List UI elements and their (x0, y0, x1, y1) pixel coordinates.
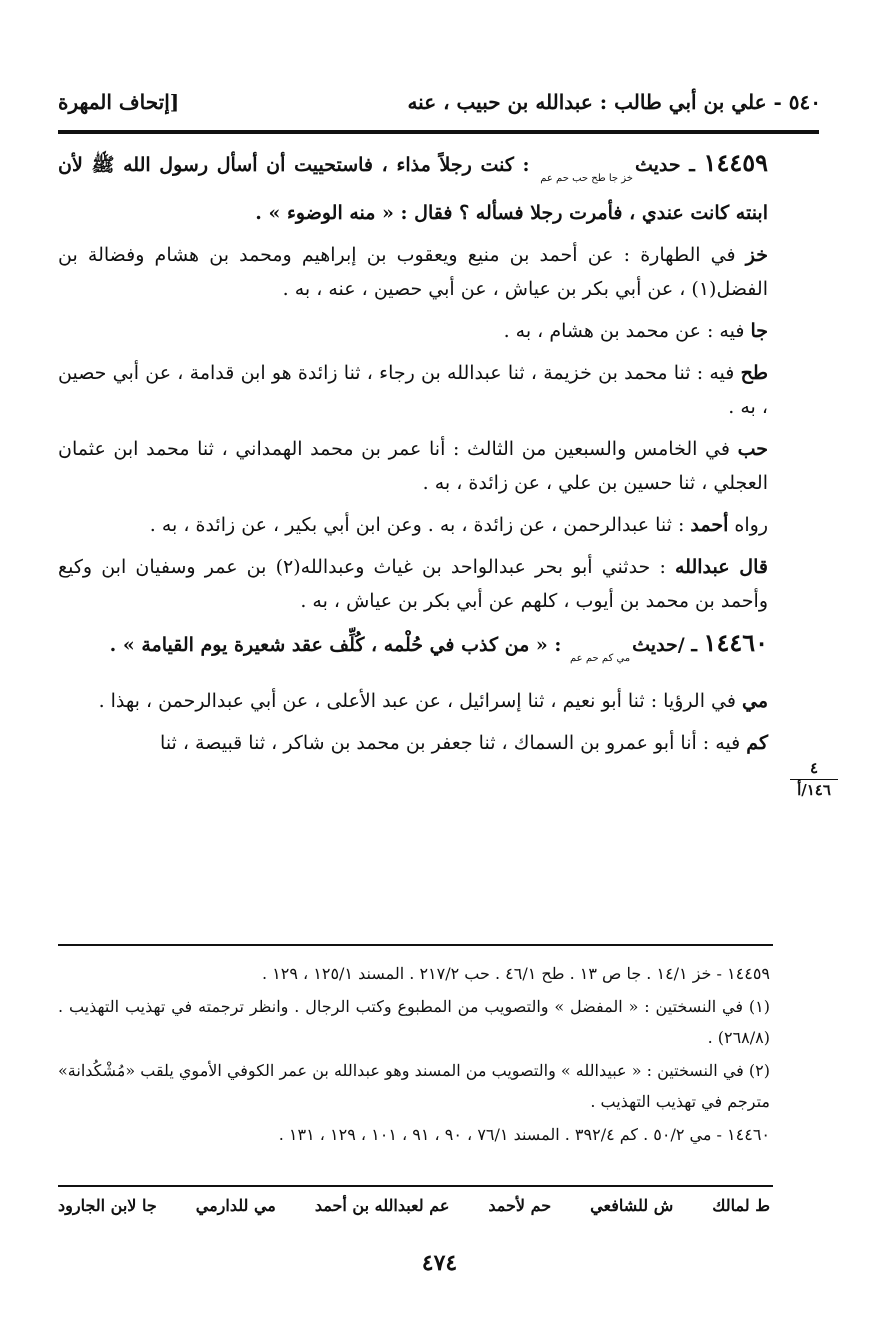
chain-text: فيه : أنا أبو عمرو بن السماك ، ثنا جعفر بن محمد بن شاكر ، ثنا قبيصة ، ثنا (160, 732, 747, 754)
hadith-sigla: مي كم حم عم (570, 653, 631, 664)
chain-text: في الرؤيا : ثنا أبو نعيم ، ثنا إسرائيل ، عن عبد الأعلى ، عن أبي عبدالرحمن ، بهذا . (98, 690, 742, 712)
legend-item: حم لأحمد (488, 1196, 552, 1215)
chain-paragraph (58, 684, 768, 718)
hadith-14460 (58, 626, 768, 676)
source-siglum: كم (746, 732, 768, 754)
footnote: (١) في النسختين : « المفضل » والتصويب من المطبوع وكتب الرجال . وانظر ترجمته في تهذيب التهذيب . (٢٦٨/٨) . (58, 997, 770, 1047)
source-siglum: خز (745, 244, 768, 266)
source-siglum: قال عبدالله (675, 556, 768, 578)
running-header (58, 84, 821, 124)
chain-text: في الطهارة : عن أحمد بن منيع ويعقوب بن إبراهيم ومحمد بن هشام وفضالة بن الفضل(١) ، عن أبي بكر بن عياش ، عن أبي حصين ، عنه ، به . (58, 244, 768, 300)
chain-text: : حدثني أبو بحر عبدالواحد بن غياث وعبدالله(٢) بن عمر وسفيان ابن وكيع وأحمد بن محمد بن أيوب ، كلهم عن أبي بكر بن عياش ، به . (58, 556, 768, 612)
legend-item: ش للشافعي (590, 1196, 674, 1215)
legend-item: مي للدارمي (195, 1196, 276, 1215)
source-siglum: جا (750, 320, 768, 342)
chapter-title: ٥٤٠ - علي بن أبي طالب : عبدالله بن حبيب ، عنه (407, 90, 821, 114)
hadith-sigla: خز جا طح حب حم عم (540, 173, 633, 184)
hadith-lead: ـ /حديث (632, 634, 704, 656)
manuscript-folio-note (790, 760, 838, 799)
chain-paragraph (58, 726, 768, 760)
hadith-text: : « من كذب في حُلْمه ، كُلِّف عقد شعيرة يوم القيامة » . (109, 634, 569, 656)
main-text (58, 146, 768, 768)
chain-text: فيه : عن محمد بن هشام ، به . (503, 320, 751, 342)
source-siglum: حب (737, 438, 768, 460)
chain-text: في الخامس والسبعين من الثالث : أنا عمر بن محمد الهمداني ، ثنا محمد ابن عثمان العجلي ، ثنا حسين بن علي ، عن زائدة ، به . (58, 438, 768, 494)
book-title: [إتحاف المهرة (58, 90, 180, 114)
legend-item: ط لمالك (712, 1196, 770, 1215)
hadith-lead: ـ حديث (634, 154, 704, 176)
chain-paragraph (58, 314, 768, 348)
abbreviation-legend (58, 1196, 770, 1215)
legend-rule (58, 1185, 773, 1187)
hadith-number: ١٤٤٥٩ (703, 148, 768, 177)
page-number: ٤٧٤ (421, 1250, 458, 1276)
footnote: (٢) في النسختين : « عبيدالله » والتصويب من المسند وهو عبدالله بن عمر الكوفي الأموي يلقب «مُشْكُدانة» مترجم في تهذيب التهذيب . (58, 1061, 770, 1111)
chain-prefix: رواه (728, 514, 768, 536)
hadith-number: ١٤٤٦٠ (703, 628, 768, 657)
source-siglum: أحمد (690, 514, 729, 536)
folio-numerator: ٤ (790, 760, 838, 780)
hadith-text: : كنت رجلاً مذاء ، فاستحييت أن أسأل رسول الله ﷺ لأن ابنته كانت عندي ، فأمرت رجلا فسأله ؟ فقال : « منه الوضوء » . (58, 154, 768, 224)
source-siglum: مي (741, 690, 768, 712)
footnote: ١٤٤٥٩ - خز ١٤/١ . جا ص ١٣ . طح ٤٦/١ . حب ٢١٧/٢ . المسند ١٢٥/١ ، ١٢٩ . (261, 964, 770, 983)
footnote-rule (58, 944, 773, 946)
legend-item: جا لابن الجارود (58, 1196, 157, 1215)
footnote: ١٤٤٦٠ - مي ٥٠/٢ . كم ٣٩٢/٤ . المسند ٧٦/١ ، ٩٠ ، ٩١ ، ١٠١ ، ١٢٩ ، ١٣١ . (278, 1125, 770, 1144)
folio-denominator: ١٤٦/أ (797, 781, 831, 799)
legend-item: عم لعبدالله بن أحمد (314, 1196, 450, 1215)
footnotes (58, 958, 770, 1152)
chain-paragraph (58, 356, 768, 424)
source-siglum: طح (740, 362, 768, 384)
header-rule (58, 130, 819, 134)
chain-paragraph (58, 550, 768, 618)
chain-text: فيه : ثنا محمد بن خزيمة ، ثنا عبدالله بن رجاء ، ثنا زائدة هو ابن قدامة ، عن أبي حصين ، به . (58, 362, 768, 418)
hadith-14459 (58, 146, 768, 230)
chain-text: : ثنا عبدالرحمن ، عن زائدة ، به . وعن ابن أبي بكير ، عن زائدة ، به . (149, 514, 691, 536)
chain-paragraph (58, 508, 768, 542)
chain-paragraph (58, 432, 768, 500)
chain-paragraph (58, 238, 768, 306)
